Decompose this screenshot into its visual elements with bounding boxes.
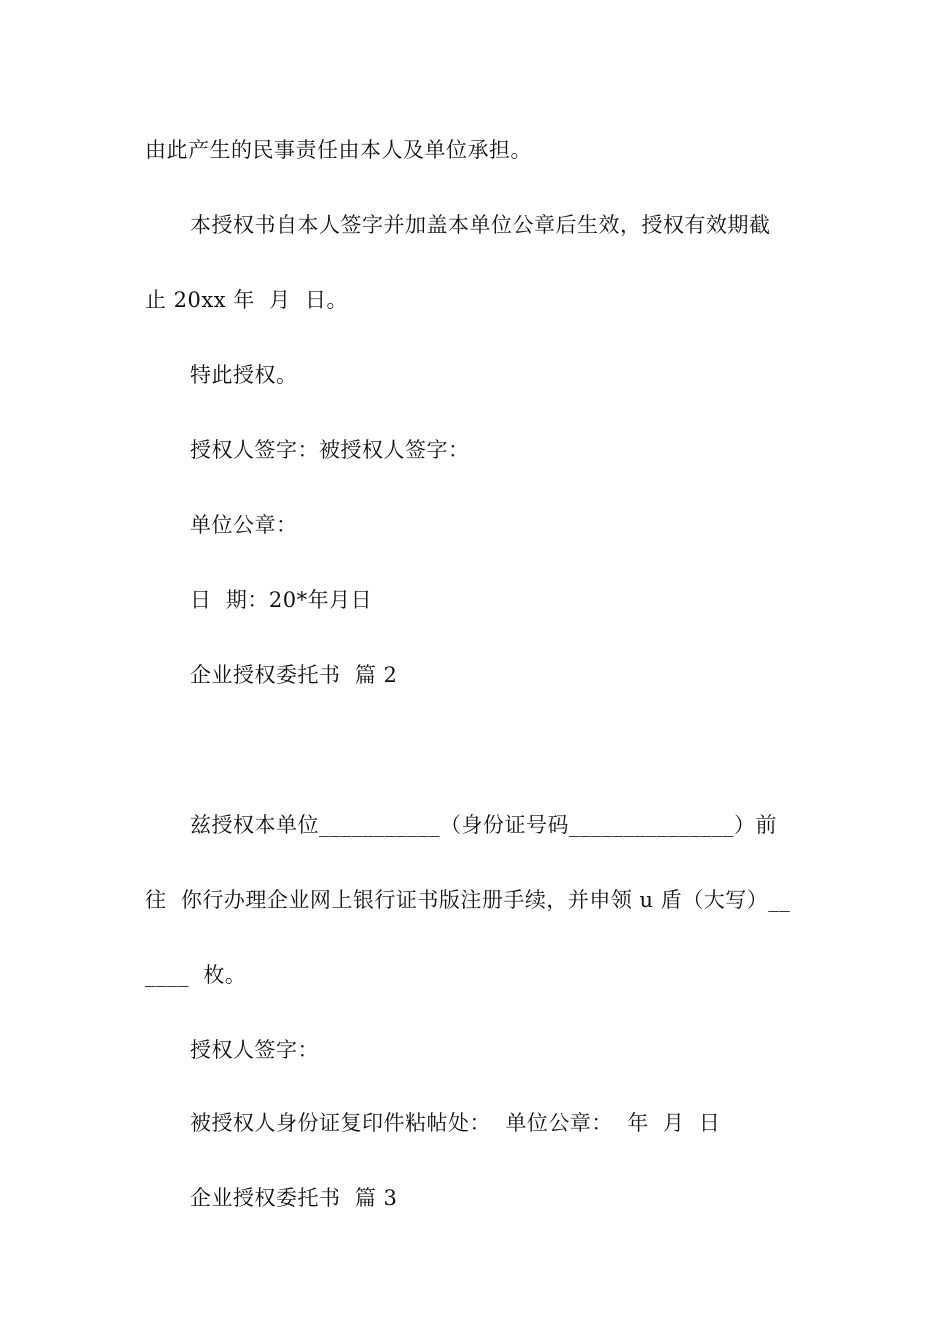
paragraph-line: 往 你行办理企业网上银行证书版注册手续，并申领 u 盾（大写）__: [145, 888, 791, 912]
paragraph-line: ____ 枚。: [145, 963, 247, 987]
paragraph-line: 特此授权。: [190, 363, 298, 387]
id-copy-line: 被授权人身份证复印件粘帖处： 单位公章： 年 月 日: [190, 1111, 721, 1135]
paragraph-line: 本授权书自本人签字并加盖本单位公章后生效，授权有效期截: [190, 213, 771, 237]
signature-line: 授权人签字：: [190, 1038, 319, 1062]
date-line: 日 期：20*年月日: [190, 588, 373, 612]
paragraph-line: 兹授权本单位___________（身份证号码_______________）前: [190, 813, 777, 837]
paragraph-line: 由此产生的民事责任由本人及单位承担。: [145, 138, 532, 162]
section-heading: 企业授权委托书 篇 2: [190, 663, 398, 687]
section-heading: 企业授权委托书 篇 3: [190, 1186, 398, 1210]
signature-line: 授权人签字：被授权人签字：: [190, 438, 470, 462]
seal-line: 单位公章：: [190, 513, 298, 537]
paragraph-line: 止 20xx 年 月 日。: [145, 288, 348, 312]
